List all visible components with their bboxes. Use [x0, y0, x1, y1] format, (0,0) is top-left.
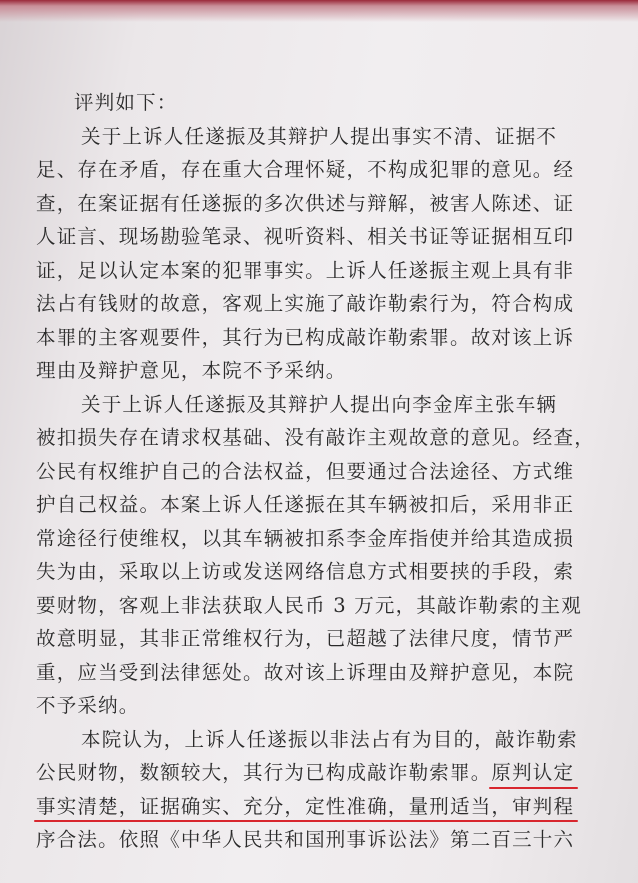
paragraph-3-line: [36, 790, 626, 824]
paragraph-2-line: 失为由，采取以上访或发送网络信息方式相要挟的手段，索: [36, 560, 575, 583]
paragraph-1-line: 理由及辩护意见，本院不予采纳。: [36, 359, 347, 382]
red-underlined-text: 事实清楚，证据确实、充分，定性准确，量刑适当，审判程: [36, 790, 574, 824]
paragraph-1-line: 证，足以认定本案的犯罪事实。上诉人任遂振主观上具有非: [36, 258, 575, 282]
paragraph-2-line: 重，应当受到法律惩处。故对该上诉理由及辩护意见，本院: [36, 660, 575, 684]
paragraph-2-line: 公民有权维护自己的合法权益，但要通过合法途径、方式维: [36, 459, 575, 483]
paragraph-2-line: 被扣损失存在请求权基础、没有敲诈主观故意的意见。经查，: [36, 426, 595, 449]
paragraph-1-line: 查，在案证据有任遂振的多次供述与辩解，被害人陈述、证: [36, 191, 575, 215]
document-body: [36, 86, 626, 857]
paragraph-2-line: 故意明显，其非正常维权行为，已超越了法律尺度，情节严: [36, 627, 575, 650]
paragraph-1-line: 关于上诉人任遂振及其辩护人提出事实不清、证据不: [81, 124, 558, 148]
paragraph-2-line: 关于上诉人任遂振及其辩护人提出向李金库主张车辆: [81, 392, 558, 416]
paragraph-1-line: 法占有钱财的故意，客观上实施了敲诈勒索行为，符合构成: [36, 292, 575, 315]
paragraph-2-line: 常途径行使维权，以其车辆被扣系李金库指使并给其造成损: [36, 526, 575, 550]
paragraph-3-line: [36, 756, 626, 790]
paragraph-2-line: 护自己权益。本案上诉人任遂振在其车辆被扣后，采用非正: [36, 493, 575, 516]
paragraph-1-line: 本罪的主客观要件，其行为已构成敲诈勒索罪。故对该上诉: [36, 325, 575, 349]
paragraph-2-line: 不予采纳。: [36, 694, 140, 717]
red-underlined-text: 原判认定: [491, 756, 574, 790]
paragraph-3-line: 序合法。依照《中华人民共和国刑事诉讼法》第二百三十六: [36, 828, 575, 851]
top-edge-shadow: [0, 0, 638, 40]
paragraph-1-line: 人证言、现场勘验笔录、视听资料、相关书证等证据相互印: [36, 225, 575, 248]
paragraph-3-line: 本院认为，上诉人任遂振以非法占有为目的，敲诈勒索: [81, 727, 578, 751]
paragraph-1-line: 足、存在矛盾，存在重大合理怀疑，不构成犯罪的意见。经: [36, 158, 575, 181]
paragraph-2-line: 要财物，客观上非法获取人民币 3 万元，其敲诈勒索的主观: [36, 593, 582, 617]
paragraph-3-text: 公民财物，数额较大，其行为已构成敲诈勒索罪。: [36, 761, 492, 784]
section-heading: 评判如下：: [74, 91, 178, 114]
